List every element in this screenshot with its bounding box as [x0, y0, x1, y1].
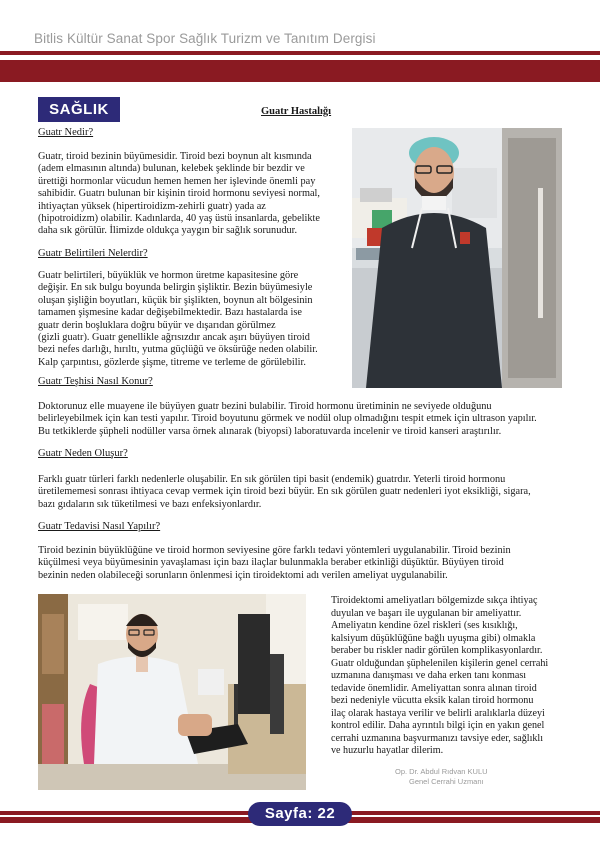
text-line: kalsiyum düşüklüğüne bağlı uyuşma gibi) olmakla [331, 632, 536, 644]
text-line: tedavide önemlidir. Ameliyattan sonra alınan tiroid [331, 682, 537, 694]
text-line: ürettiği hormonlar vücudun hemen hemen her işlevinde önemli pay [38, 175, 316, 187]
magazine-title: Bitlis Kültür Sanat Spor Sağlık Turizm ve Tanıtım Dergisi [34, 31, 376, 46]
text-line: bazı gıdaların sık tüketilmesi ve bazı enfeksiyonlardır. [38, 498, 262, 510]
article-title: Guatr Hastalığı [261, 106, 332, 117]
text-line: Ameliyatın kendine özel riskleri (ses kısıklığı, [331, 620, 518, 631]
section-body-causes [38, 474, 531, 511]
header-band [0, 60, 600, 82]
text-line: tamamen şişmesine kadar değişebilmektedir. Bazı hastalarda ise [38, 307, 302, 319]
section-body-symptoms [38, 270, 318, 369]
text-line: Tiroid bezinin büyüklüğüne ve tiroid hormon seviyesine göre farklı tedavi yöntemleri uygulanabilir. Tiroid bezinin [38, 545, 511, 556]
author-title: Genel Cerrahi Uzmanı [409, 777, 484, 786]
text-line: üretilememesi sonrası ihtiyaca cevap vermek için tiroid bezi büyür. En sık görülen guatr nedenleri iyot eksikliği, sigara, [38, 486, 531, 498]
section-heading-what-is: Guatr Nedir? [38, 127, 94, 138]
text-line: duyulan ve başarı ile uygulanan bir ameliyattır. [331, 607, 522, 619]
header-rule [0, 51, 600, 55]
text-line: bezi nefes darlığı, hırıltı, yutma güçlüğü ve öksürüğe neden olabilir. [38, 344, 318, 356]
page-number-badge: Sayfa: 22 [248, 802, 352, 826]
text-line: küçülmesi veya büyümesinin yavaşlaması için bazı ilaçlar bulunmakla beraber etkinliği düşüktür. Büyüyen tiroid [38, 557, 504, 569]
closing-paragraph [331, 595, 548, 758]
text-line: guatr derin boşluklara doğru büyür ve dışarıdan görülmez [38, 319, 276, 331]
section-body-diagnosis [38, 401, 537, 438]
text-line: (gizli guatr). Guatr genellikle ağrısızdır ancak aşırı büyüyen tiroid [38, 332, 310, 344]
text-line: Farklı guatr türleri farklı nedenlerle oluşabilir. En sık görülen tipi basit (endemik) guatrdır. Yeterli tiroid hormonu [38, 474, 506, 485]
text-line: Tiroidektomi ameliyatları bölgemizde sıkça ihtiyaç [331, 595, 538, 606]
text-line: Guatr belirtileri, büyüklük ve hormon üretme kapasitesine göre [38, 270, 299, 281]
section-body-what-is [38, 151, 320, 238]
section-heading-treatment: Guatr Tedavisi Nasıl Yapılır? [38, 521, 161, 532]
text-line: (hipotroidizm) olabilir. Kadınlarda, 40 yaş üstü insanlarda, gebelikte [38, 213, 320, 225]
text-line: bezi nedeniyle vücutta eksik kalan tiroid hormonu [331, 695, 534, 706]
text-line: Kalp çarpıntısı, gözlerde şişme, titreme ve terleme de görülebilir. [38, 356, 306, 368]
doctor-office-photo [38, 594, 306, 790]
text-line: cerrahi uzmanına başvurmanızı tavsiye eder, sağlıklı [331, 732, 544, 744]
text-line: bezinin neden olabileceği sorunların önlenmesi için tiroidektomi adı verilen ameliyat uygulanabilir. [38, 569, 448, 581]
text-line: Guatr, tiroid bezinin büyümesidir. Tiroid bezi boynun alt kısmında [38, 151, 312, 162]
text-line: değişir. En sık bulgu boyunda belirgin şişliktir. Bezin büyümesiyle [38, 282, 313, 294]
section-badge: SAĞLIK [38, 97, 120, 122]
text-line: (adem elmasının altında) bulunan, kelebek şeklinde bir bezdir ve [38, 163, 305, 175]
text-line: ilaç olarak hastaya verilir ve belirli aralıklarla düzeyi [331, 707, 545, 719]
text-line: Bu tetkiklerde şüpheli nodüller varsa örnek alınarak (biyopsi) laboratuvarda incelenir ve tiroid kanseri araştırılır. [38, 425, 502, 437]
text-line: belirleyebilmek için kan testi yapılır. Tiroid boyutunu görmek ve nodül olup olmadığını tespit etmek için ultrason yapılır. [38, 413, 537, 425]
text-line: Guatr olduğundan şüphelenilen kişilerin genel cerrahi [331, 657, 549, 669]
text-line: beraber bu riskler nadir görülen komplikasyonlardır. [331, 645, 543, 656]
text-line: ihtiyaçtan yüksek (hipertiroidizm-zehirli guatr) yada az [38, 200, 266, 212]
section-body-treatment [38, 545, 511, 582]
surgeon-photo [352, 128, 562, 388]
text-line: Doktorunuz elle muayene ile büyüyen guatr bezini bulabilir. Tiroid hormonu üretiminin ne seviyede olduğunu [38, 401, 492, 412]
author-name: Op. Dr. Abdul Rıdvan KULU [395, 767, 488, 776]
section-heading-causes: Guatr Neden Oluşur? [38, 448, 128, 459]
text-line: oluşan şişliğin boyutları, küçük bir şişlikten, boynun alt bölgesinin [38, 294, 313, 306]
text-line: ve huzurlu hayatlar dilerim. [331, 745, 444, 756]
section-heading-symptoms: Guatr Belirtileri Nelerdir? [38, 248, 148, 259]
text-line: sahibidir. Guatrı bulunan bir kişinin tiroid hormonu seviyesi normal, [38, 188, 320, 200]
section-heading-diagnosis: Guatr Teşhisi Nasıl Konur? [38, 376, 153, 387]
text-line: daha sık görülür. İlimizde oldukça yaygın bir sağlık sorunudur. [38, 225, 298, 237]
text-line: uzmanına danışması ve daha erken tanı konması [331, 670, 527, 681]
text-line: kontrol edilir. Daha ayrıntılı bilgi için en yakın genel [331, 720, 545, 731]
